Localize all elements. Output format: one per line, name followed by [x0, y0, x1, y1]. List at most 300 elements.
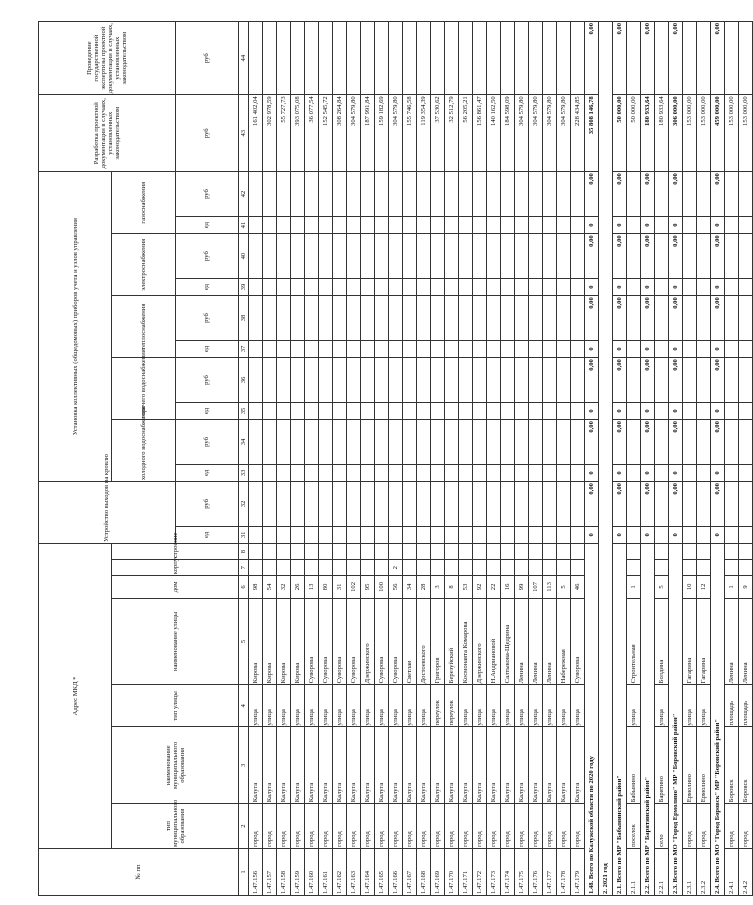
empty-value	[333, 464, 347, 481]
stroenie	[403, 544, 417, 560]
empty-value	[515, 464, 529, 481]
empty-value	[347, 464, 361, 481]
empty-value	[389, 482, 403, 527]
empty-value	[683, 482, 697, 527]
column-index: 40	[239, 234, 249, 279]
empty-value	[557, 482, 571, 527]
table-row	[263, 22, 277, 896]
empty-value	[375, 296, 389, 341]
street-name: Космонавта Комарова	[459, 598, 473, 685]
empty-value	[263, 296, 277, 341]
empty-value	[557, 216, 571, 233]
row-number: 2.3.1	[683, 848, 697, 895]
empty-value	[249, 482, 263, 527]
sum-project-cost: 306 000,00	[669, 95, 683, 172]
empty-value	[249, 234, 263, 279]
stroenie	[277, 544, 291, 560]
summary-label: 1.48. Всего по Калужской области по 2020 году	[585, 544, 599, 896]
empty-value	[501, 526, 515, 543]
street-name: Светлая	[403, 598, 417, 685]
street-name: Кирова	[291, 598, 305, 685]
empty-value	[655, 420, 669, 465]
empty-value	[725, 464, 739, 481]
empty-value	[389, 358, 403, 403]
empty-value	[263, 216, 277, 233]
sum-ed: 0	[613, 526, 627, 543]
empty-value	[515, 234, 529, 279]
empty-value	[305, 420, 319, 465]
mo-name: Бабынино	[627, 727, 641, 804]
mo-type: город	[473, 804, 487, 849]
street-name: Ленина	[515, 598, 529, 685]
unit-rub: руб	[175, 172, 239, 217]
expertise-cost	[333, 22, 347, 95]
sum-rub: 0,00	[669, 358, 683, 403]
unit-ed: ед	[175, 464, 239, 481]
expertise-cost	[739, 22, 753, 95]
street-type: улица	[473, 685, 487, 727]
empty-value	[697, 234, 711, 279]
street-type: улица	[627, 685, 641, 727]
row-number: 1.47.171	[459, 848, 473, 895]
empty-value	[319, 402, 333, 419]
row-number: 1.47.179	[571, 848, 585, 895]
row-number: 1.47.173	[487, 848, 501, 895]
sum-ed: 0	[669, 402, 683, 419]
empty-value	[277, 234, 291, 279]
empty-value	[515, 402, 529, 419]
col-teplo-header: теплоснабжения	[112, 296, 176, 358]
expertise-cost	[473, 22, 487, 95]
empty-value	[333, 420, 347, 465]
empty-value	[445, 172, 459, 217]
sum-rub: 0,00	[669, 234, 683, 279]
empty-value	[291, 172, 305, 217]
empty-value	[459, 296, 473, 341]
empty-value	[627, 296, 641, 341]
empty-value	[557, 464, 571, 481]
expertise-cost	[249, 22, 263, 95]
column-index: 2	[239, 804, 249, 849]
empty-value	[501, 420, 515, 465]
empty-value	[571, 172, 585, 217]
project-cost: 304 579,80	[557, 95, 571, 172]
empty-value	[263, 464, 277, 481]
table-row	[277, 22, 291, 896]
sum-rub: 0,00	[641, 172, 655, 217]
house-number: 13	[305, 576, 319, 598]
street-type: улица	[347, 685, 361, 727]
empty-value	[291, 234, 305, 279]
column-index: 43	[239, 95, 249, 172]
mo-name: Калуга	[515, 727, 529, 804]
korpus	[403, 560, 417, 576]
house-number: 95	[361, 576, 375, 598]
sum-rub: 0,00	[711, 172, 725, 217]
expertise-cost	[571, 22, 585, 95]
street-name: Болдина	[655, 598, 669, 685]
street-type: улица	[263, 685, 277, 727]
sum-rub: 0,00	[613, 482, 627, 527]
empty-value	[305, 216, 319, 233]
summary-row	[641, 22, 655, 896]
empty-value	[571, 482, 585, 527]
empty-value	[557, 402, 571, 419]
column-index: 42	[239, 172, 249, 217]
empty-value	[473, 482, 487, 527]
empty-value	[725, 296, 739, 341]
sum-ed: 0	[585, 340, 599, 357]
empty-value	[697, 526, 711, 543]
empty-value	[375, 234, 389, 279]
project-cost: 153 000,00	[683, 95, 697, 172]
empty-value	[417, 296, 431, 341]
empty-value	[361, 526, 375, 543]
street-type: улица	[277, 685, 291, 727]
empty-value	[417, 216, 431, 233]
empty-value	[739, 402, 753, 419]
empty-value	[361, 172, 375, 217]
empty-value	[697, 358, 711, 403]
street-type: улица	[249, 685, 263, 727]
empty-value	[655, 482, 669, 527]
empty-value	[389, 420, 403, 465]
project-cost: 304 579,80	[389, 95, 403, 172]
row-number: 1.47.161	[319, 848, 333, 895]
mo-type: город	[305, 804, 319, 849]
empty-value	[305, 482, 319, 527]
empty-value	[417, 234, 431, 279]
empty-value	[277, 278, 291, 295]
sum-ed: 0	[585, 464, 599, 481]
table-row	[501, 22, 515, 896]
empty-value	[249, 526, 263, 543]
sum-project-cost: 459 000,00	[711, 95, 725, 172]
mo-type: город	[529, 804, 543, 849]
mo-type: город	[417, 804, 431, 849]
street-name: Гагарина	[697, 598, 711, 685]
empty-value	[501, 464, 515, 481]
expertise-cost	[445, 22, 459, 95]
empty-value	[263, 340, 277, 357]
table-row	[543, 22, 557, 896]
empty-value	[319, 216, 333, 233]
table-row	[389, 22, 403, 896]
street-type: площадь	[739, 685, 753, 727]
empty-value	[361, 278, 375, 295]
empty-value	[501, 216, 515, 233]
empty-value	[389, 402, 403, 419]
mo-name: Калуга	[263, 727, 277, 804]
street-type: улица	[417, 685, 431, 727]
empty-value	[291, 296, 305, 341]
empty-value	[529, 278, 543, 295]
street-type: улица	[683, 685, 697, 727]
mo-name: Калуга	[291, 727, 305, 804]
stroenie	[515, 544, 529, 560]
empty-value	[739, 296, 753, 341]
empty-value	[529, 216, 543, 233]
house-number: 54	[263, 576, 277, 598]
empty-value	[739, 340, 753, 357]
empty-value	[515, 216, 529, 233]
expertise-cost	[389, 22, 403, 95]
house-number: 102	[347, 576, 361, 598]
project-cost: 308 264,84	[333, 95, 347, 172]
empty-value	[725, 358, 739, 403]
empty-value	[697, 296, 711, 341]
table-row	[557, 22, 571, 896]
empty-value	[557, 296, 571, 341]
col-electro-header: электроснабжения	[112, 234, 176, 296]
empty-value	[655, 340, 669, 357]
row-number: 1.47.157	[263, 848, 277, 895]
mo-type: город	[319, 804, 333, 849]
col-address-header: Адрес МКД *	[39, 544, 112, 849]
stroenie	[501, 544, 515, 560]
sum-ed: 0	[711, 340, 725, 357]
empty-value	[501, 296, 515, 341]
stroenie	[655, 544, 669, 560]
house-number: 80	[319, 576, 333, 598]
expertise-cost	[683, 22, 697, 95]
empty-value	[389, 216, 403, 233]
sum-ed: 0	[669, 526, 683, 543]
empty-value	[627, 482, 641, 527]
sum-rub: 0,00	[613, 358, 627, 403]
summary-label: 2.4. Всего по МО "Город Боровск" МР "Боровский район"	[711, 544, 725, 896]
empty-value	[319, 482, 333, 527]
sum-ed: 0	[711, 464, 725, 481]
street-type: улица	[361, 685, 375, 727]
project-cost: 304 579,80	[529, 95, 543, 172]
stroenie	[473, 544, 487, 560]
rotated-table-sheet	[38, 21, 749, 896]
empty-value	[445, 278, 459, 295]
empty-value	[305, 278, 319, 295]
sum-rub: 0,00	[613, 296, 627, 341]
empty-value	[459, 402, 473, 419]
korpus	[319, 560, 333, 576]
stroenie	[319, 544, 333, 560]
mo-type: город	[697, 804, 711, 849]
street-type: улица	[375, 685, 389, 727]
empty-value	[375, 172, 389, 217]
house-number: 3	[431, 576, 445, 598]
stroenie	[305, 544, 319, 560]
unit-ed: ед	[175, 402, 239, 419]
empty-value	[445, 340, 459, 357]
empty-value	[725, 278, 739, 295]
empty-value	[277, 340, 291, 357]
empty-value	[445, 482, 459, 527]
street-type: улица	[515, 685, 529, 727]
row-number: 1.47.169	[431, 848, 445, 895]
korpus: 2	[389, 560, 403, 576]
table-row	[403, 22, 417, 896]
empty-value	[431, 340, 445, 357]
street-name: Гагарина	[683, 598, 697, 685]
row-number: 1.47.160	[305, 848, 319, 895]
sum-project-cost: 50 000,00	[613, 95, 627, 172]
house-number: 53	[459, 576, 473, 598]
empty-value	[529, 296, 543, 341]
sum-ed: 0	[641, 340, 655, 357]
empty-value	[291, 482, 305, 527]
street-name: Достоевского	[417, 598, 431, 685]
empty-value	[655, 358, 669, 403]
sum-project-cost: 35 808 146,78	[585, 95, 599, 172]
col-mo-name-header: наименование муниципального образования	[112, 727, 239, 804]
capital-repair-table	[38, 21, 753, 896]
sum-rub: 0,00	[613, 234, 627, 279]
mo-type: город	[361, 804, 375, 849]
row-number: 1.47.178	[557, 848, 571, 895]
expertise-cost	[543, 22, 557, 95]
street-type: улица	[403, 685, 417, 727]
summary-label: 2.1. Всего по МР "Бабынинский район"	[613, 544, 627, 896]
empty-value	[725, 234, 739, 279]
project-cost: 55 727,73	[277, 95, 291, 172]
column-index: 6	[239, 576, 249, 598]
sum-ed: 0	[585, 526, 599, 543]
empty-value	[249, 402, 263, 419]
expertise-cost	[627, 22, 641, 95]
unit-ed: ед	[175, 526, 239, 543]
empty-value	[333, 216, 347, 233]
stroenie	[739, 544, 753, 560]
empty-value	[249, 340, 263, 357]
project-cost: 152 545,72	[319, 95, 333, 172]
empty-value	[459, 482, 473, 527]
expertise-cost	[417, 22, 431, 95]
empty-value	[515, 526, 529, 543]
street-name: Строительная	[627, 598, 641, 685]
street-name: Дзержинского	[473, 598, 487, 685]
column-index: 1	[239, 848, 249, 895]
empty-value	[697, 482, 711, 527]
empty-value	[725, 340, 739, 357]
empty-value	[487, 340, 501, 357]
col-expertise-header: Проведение государственной экспертизы проектной документации в случаях, установленных законодательством	[39, 22, 176, 95]
empty-value	[627, 234, 641, 279]
empty-value	[347, 234, 361, 279]
expertise-cost	[347, 22, 361, 95]
table-row	[445, 22, 459, 896]
column-index: 7	[239, 560, 249, 576]
street-type: улица	[389, 685, 403, 727]
empty-value	[487, 526, 501, 543]
empty-value	[347, 172, 361, 217]
empty-value	[683, 402, 697, 419]
empty-value	[473, 358, 487, 403]
mo-type: поселок	[627, 804, 641, 849]
empty-value	[403, 234, 417, 279]
empty-value	[249, 216, 263, 233]
street-type: переулок	[431, 685, 445, 727]
empty-value	[459, 464, 473, 481]
mo-type: город	[683, 804, 697, 849]
street-name: Кирова	[249, 598, 263, 685]
expertise-cost	[263, 22, 277, 95]
empty-value	[487, 358, 501, 403]
korpus	[683, 560, 697, 576]
street-type: улица	[487, 685, 501, 727]
korpus	[361, 560, 375, 576]
empty-value	[529, 420, 543, 465]
empty-value	[291, 526, 305, 543]
mo-name: Ермолино	[697, 727, 711, 804]
row-number: 1.47.167	[403, 848, 417, 895]
empty-value	[305, 526, 319, 543]
empty-value	[347, 482, 361, 527]
street-name: Григоров	[431, 598, 445, 685]
street-type: улица	[543, 685, 557, 727]
empty-value	[697, 420, 711, 465]
empty-value	[683, 420, 697, 465]
empty-value	[459, 172, 473, 217]
sum-ed: 0	[585, 278, 599, 295]
expertise-cost	[515, 22, 529, 95]
sum-expertise-cost: 0,00	[585, 22, 599, 95]
empty-value	[529, 482, 543, 527]
empty-value	[725, 216, 739, 233]
row-number: 1.47.177	[543, 848, 557, 895]
column-index: 44	[239, 22, 249, 95]
empty-value	[417, 526, 431, 543]
empty-value	[277, 402, 291, 419]
empty-value	[389, 340, 403, 357]
mo-type: город	[501, 804, 515, 849]
sum-ed: 0	[585, 216, 599, 233]
empty-value	[697, 340, 711, 357]
korpus	[515, 560, 529, 576]
korpus	[627, 560, 641, 576]
empty-value	[683, 216, 697, 233]
row-number: 1.47.162	[333, 848, 347, 895]
empty-value	[543, 216, 557, 233]
empty-value	[403, 358, 417, 403]
stroenie	[347, 544, 361, 560]
house-number: 26	[291, 576, 305, 598]
empty-value	[655, 278, 669, 295]
table-row	[319, 22, 333, 896]
empty-value	[473, 464, 487, 481]
year-row	[599, 22, 613, 896]
table-row	[473, 22, 487, 896]
empty-value	[445, 358, 459, 403]
empty-value	[739, 420, 753, 465]
empty-value	[417, 482, 431, 527]
mo-type: город	[389, 804, 403, 849]
empty-value	[305, 234, 319, 279]
empty-value	[725, 172, 739, 217]
sum-rub: 0,00	[711, 234, 725, 279]
empty-value	[627, 278, 641, 295]
empty-value	[333, 402, 347, 419]
empty-value	[333, 340, 347, 357]
mo-type: город	[445, 804, 459, 849]
col-gvs-header: горячего водоснабжения	[112, 358, 176, 420]
empty-value	[529, 340, 543, 357]
korpus	[277, 560, 291, 576]
project-cost: 37 530,62	[431, 95, 445, 172]
empty-value	[403, 482, 417, 527]
empty-value	[739, 172, 753, 217]
empty-value	[417, 358, 431, 403]
empty-value	[305, 464, 319, 481]
col-stroenie-header: строение	[112, 544, 239, 560]
